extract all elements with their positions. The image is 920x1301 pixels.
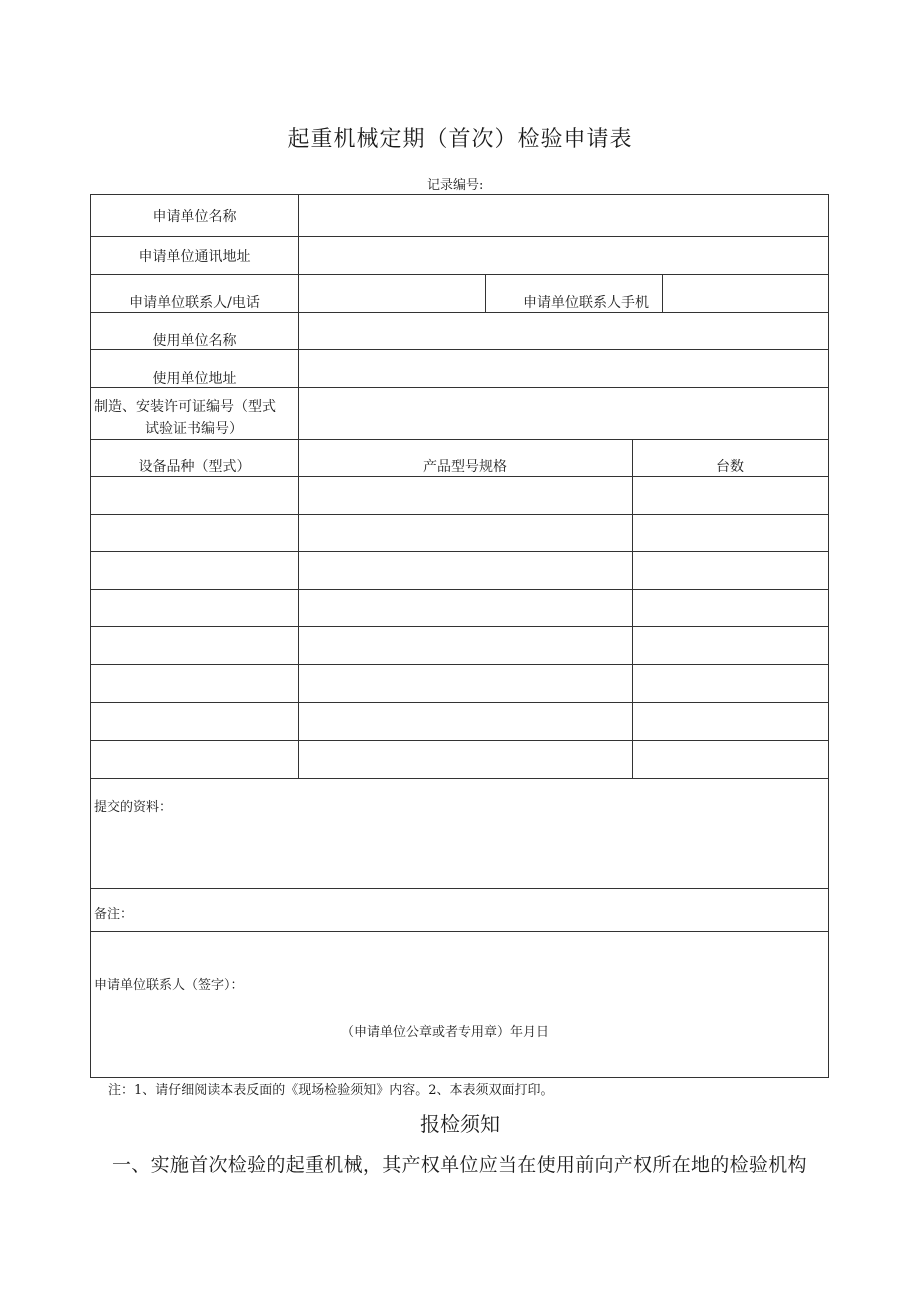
contact-signature-label: 申请单位联系人（签字）： [94, 978, 244, 993]
row-divider [91, 740, 828, 741]
application-form [90, 194, 829, 1078]
license-number-label-cont: 试验证书编号） [145, 421, 243, 437]
user-address-label: 使用单位地址 [152, 371, 237, 387]
col-divider [662, 274, 663, 312]
seal-date-line: （申请单位公章或者专用章）年月日 [341, 1025, 550, 1040]
col-divider [632, 439, 633, 778]
row-divider [91, 931, 828, 932]
equipment-type-header: 设备品种（型式） [138, 459, 251, 475]
submitted-documents-label: 提交的资料： [94, 800, 173, 815]
col-divider [485, 274, 486, 312]
quantity-header: 台数 [716, 459, 744, 475]
applicant-contact-mobile-label: 申请单位联系人手机 [523, 295, 649, 311]
record-number-label: 记录编号: [427, 178, 484, 193]
form-title: 起重机械定期（首次）检验申请表 [287, 127, 633, 152]
remarks-label: 备注： [94, 907, 134, 922]
user-name-label: 使用单位名称 [152, 333, 237, 349]
applicant-address-label: 申请单位通讯地址 [138, 249, 251, 265]
footnote: 注：1、请仔细阅读本表反面的《现场检验须知》内容。2、本表须双面打印。 [108, 1083, 554, 1098]
row-divider [91, 888, 828, 889]
row-divider [91, 589, 828, 590]
notice-paragraph: 一、实施首次检验的起重机械，其产权单位应当在使用前向产权所在地的检验机构 [112, 1154, 807, 1176]
applicant-name-label: 申请单位名称 [152, 209, 237, 225]
product-model-header: 产品型号规格 [423, 459, 507, 475]
col-divider [298, 195, 299, 778]
row-divider [91, 778, 828, 779]
row-divider [91, 236, 828, 237]
row-divider [91, 312, 828, 313]
row-divider [91, 274, 828, 275]
row-divider [91, 476, 828, 477]
row-divider [91, 626, 828, 627]
row-divider [91, 514, 828, 515]
license-number-label: 制造、安装许可证编号（型式 [94, 399, 276, 415]
notice-title: 报检须知 [420, 1112, 500, 1136]
applicant-contact-phone-label: 申请单位联系人/电话 [129, 295, 260, 311]
row-divider [91, 439, 828, 440]
row-divider [91, 664, 828, 665]
row-divider [91, 702, 828, 703]
row-divider [91, 551, 828, 552]
